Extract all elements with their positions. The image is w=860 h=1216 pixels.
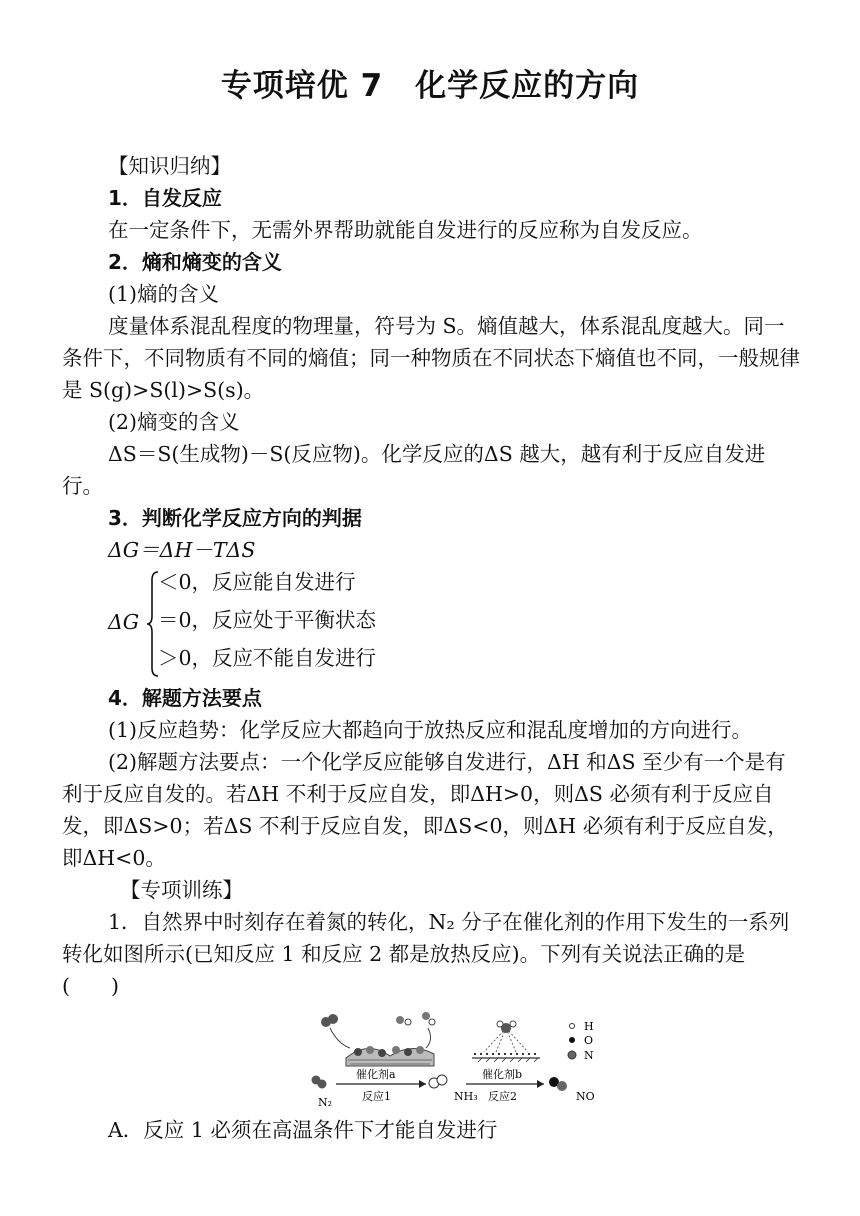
label-nh3: NH₃	[454, 1090, 478, 1103]
page-title: 专项培优 7 化学反应的方向	[220, 68, 640, 104]
label-no: NO	[576, 1090, 595, 1103]
legend-o: O	[584, 1034, 594, 1047]
no-molecule	[549, 1077, 595, 1103]
n2-bottom	[312, 1076, 333, 1110]
arrow-head-1-icon	[419, 1080, 426, 1088]
question-1: 1．自然界中时刻存在着氮的转化，N₂ 分子在催化剂的作用下发生的一系列转化如图所示(已知反应 1 和反应 2 都是放热反应)。下列有关说法正确的是 ( )	[62, 910, 790, 998]
legend-h: H	[584, 1020, 594, 1033]
subheading-entropy-change: (2)熵变的含义	[108, 410, 240, 434]
heading-spontaneous-reaction: 1．自发反应	[108, 186, 222, 210]
paragraph-method-1: (1)反应趋势：化学反应大都趋向于放热反应和混乱度增加的方向进行。	[108, 718, 753, 742]
label-catalyst-a: 催化剂a	[356, 1068, 396, 1081]
section-label-knowledge: 【知识归纳】	[108, 154, 231, 178]
nitrogen-conversion-figure	[308, 1010, 608, 1110]
legend-n: N	[584, 1049, 594, 1062]
case-negative: ＜0，反应能自发进行	[158, 570, 356, 594]
legend	[568, 1020, 594, 1062]
label-catalyst-b: 催化剂b	[482, 1068, 523, 1081]
n2-molecule-top	[321, 1014, 350, 1048]
nh3-bottom	[429, 1075, 478, 1103]
label-reaction-1: 反应1	[362, 1090, 391, 1103]
paragraph-entropy-change: ΔS＝S(生成物)－S(反应物)。化学反应的ΔS 越大，越有利于反应自发进行。	[62, 442, 766, 498]
label-n2: N₂	[318, 1096, 333, 1109]
paragraph-spontaneous-definition: 在一定条件下，无需外界帮助就能自发进行的反应称为自发反应。	[108, 218, 703, 242]
section-label-training: 【专项训练】	[120, 878, 243, 902]
paragraph-method-2: (2)解题方法要点：一个化学反应能够自发进行，ΔH 和ΔS 至少有一个是有利于反应自发的。若ΔH 不利于反应自发，即ΔH>0，则ΔS 必须有利于反应自发，即ΔS>0；若ΔS 不利于反应自发，即ΔS<0，则ΔH 必须有利于反应自发，即ΔH<0。	[62, 750, 788, 870]
figure-drawing	[308, 1010, 608, 1110]
gibbs-lhs: ΔG	[108, 610, 140, 634]
case-positive: ＞0，反应不能自发进行	[158, 646, 377, 670]
nh3-molecule-top	[396, 1012, 435, 1048]
catalyst-b-surface	[472, 1021, 540, 1062]
label-reaction-2: 反应2	[488, 1090, 517, 1103]
arrow-head-2-icon	[537, 1080, 544, 1088]
heading-method: 4．解题方法要点	[108, 686, 262, 710]
gibbs-formula: ΔG＝ΔH－TΔS	[108, 538, 256, 562]
heading-criterion: 3．判断化学反应方向的判据	[108, 506, 362, 530]
document-body	[62, 150, 802, 1146]
paragraph-entropy-meaning: 度量体系混乱程度的物理量，符号为 S。熵值越大，体系混乱度越大。同一条件下，不同物质有不同的熵值；同一种物质在不同状态下熵值也不同，一般规律是 S(g)>S(l)>S(s)。	[62, 314, 800, 402]
option-a: A．反应 1 必须在高温条件下才能自发进行	[108, 1118, 498, 1142]
catalyst-a-surface	[346, 1046, 434, 1066]
heading-entropy: 2．熵和熵变的含义	[108, 250, 282, 274]
case-zero: ＝0，反应处于平衡状态	[158, 608, 377, 632]
gibbs-cases	[108, 566, 802, 682]
subheading-entropy-meaning: (1)熵的含义	[108, 282, 220, 306]
